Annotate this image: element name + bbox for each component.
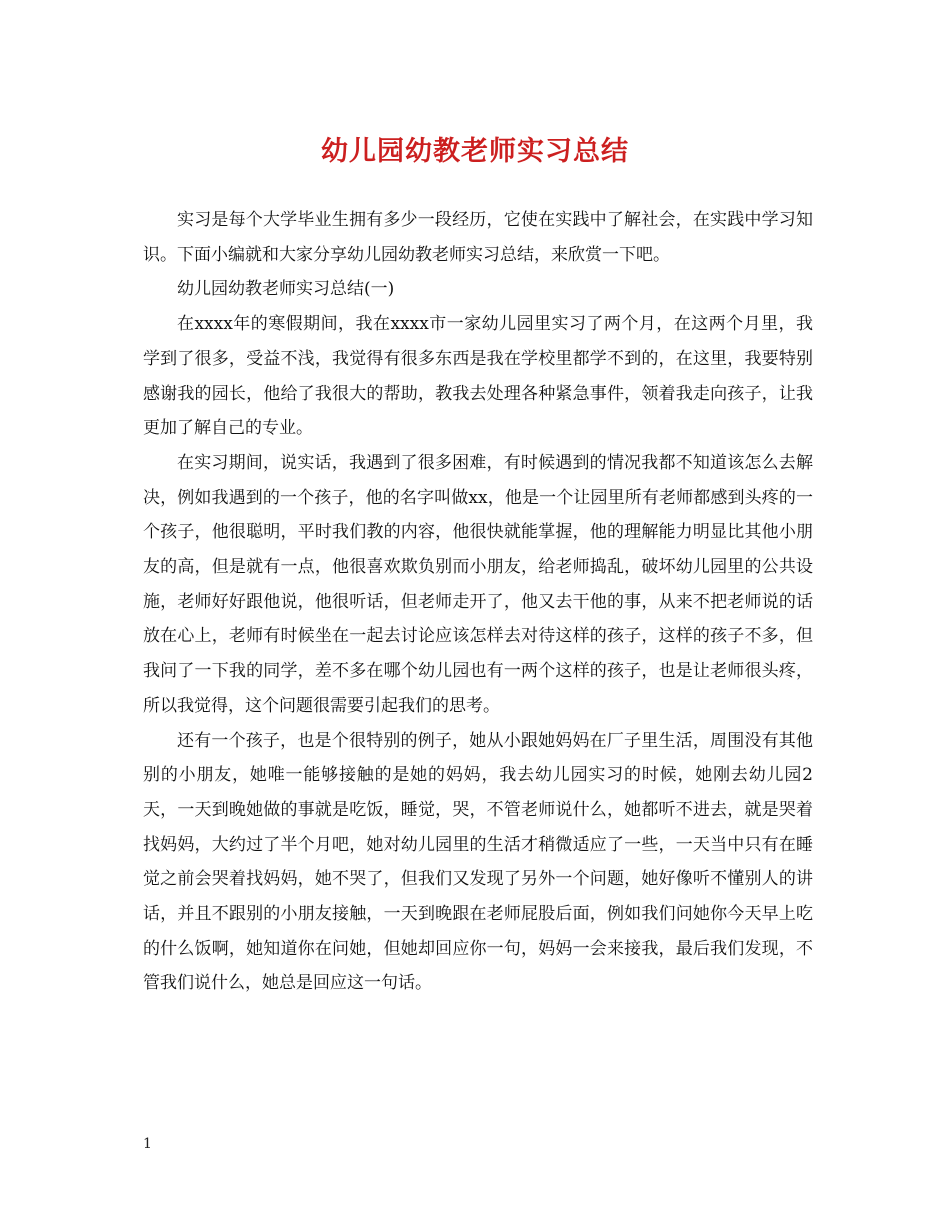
page-number: 1	[143, 1136, 152, 1152]
paragraph-intro: 实习是每个大学毕业生拥有多少一段经历，它使在实践中了解社会，在实践中学习知识。下面小编就和大家分享幼儿园幼教老师实习总结，来欣赏一下吧。	[143, 210, 813, 265]
paragraph-internship: 在xxxx年的寒假期间，我在xxxx市一家幼儿园里实习了两个月，在这两个月里，我学到了很多，受益不浅，我觉得有很多东西是我在学校里都学不到的，在这里，我要特别感谢我的园长，他给了我很大的帮助，教我去处理各种紧急事件，领着我走向孩子，让我更加了解自己的专业。	[143, 314, 813, 439]
document-body	[143, 203, 813, 1001]
paragraph-difficulties: 在实习期间，说实话，我遇到了很多困难，有时候遇到的情况我都不知道该怎么去解决，例如我遇到的一个孩子，他的名字叫做xx，他是一个让园里所有老师都感到头疼的一个孩子，他很聪明，平时我们教的内容，他很快就能掌握，他的理解能力明显比其他小朋友的高，但是就有一点，他很喜欢欺负别而小朋友，给老师捣乱，破坏幼儿园里的公共设施，老师好好跟他说，他很听话，但老师走开了，他又去干他的事，从来不把老师说的话放在心上，老师有时候坐在一起去讨论应该怎样去对待这样的孩子，这样的孩子不多，但我问了一下我的同学，差不多在哪个幼儿园也有一两个这样的孩子，也是让老师很头疼，所以我觉得，这个问题很需要引起我们的思考。	[143, 452, 813, 716]
section-heading: 幼儿园幼教老师实习总结(一)	[177, 279, 395, 300]
paragraph-special-child: 还有一个孩子，也是个很特别的例子，她从小跟她妈妈在厂子里生活，周围没有其他别的小朋友，她唯一能够接触的是她的妈妈，我去幼儿园实习的时候，她刚去幼儿园2天，一天到晚她做的事就是吃饭，睡觉，哭，不管老师说什么，她都听不进去，就是哭着找妈妈，大约过了半个月吧，她对幼儿园里的生活才稍微适应了一些，一天当中只有在睡觉之前会哭着找妈妈，她不哭了，但我们又发现了另外一个问题，她好像听不懂别人的讲话，并且不跟别的小朋友接触，一天到晚跟在老师屁股后面，例如我们问她你今天早上吃的什么饭啊，她知道你在问她，但她却回应你一句，妈妈一会来接我，最后我们发现，不管我们说什么，她总是回应这一句话。	[143, 730, 813, 994]
document-title: 幼儿园幼教老师实习总结	[321, 136, 629, 167]
